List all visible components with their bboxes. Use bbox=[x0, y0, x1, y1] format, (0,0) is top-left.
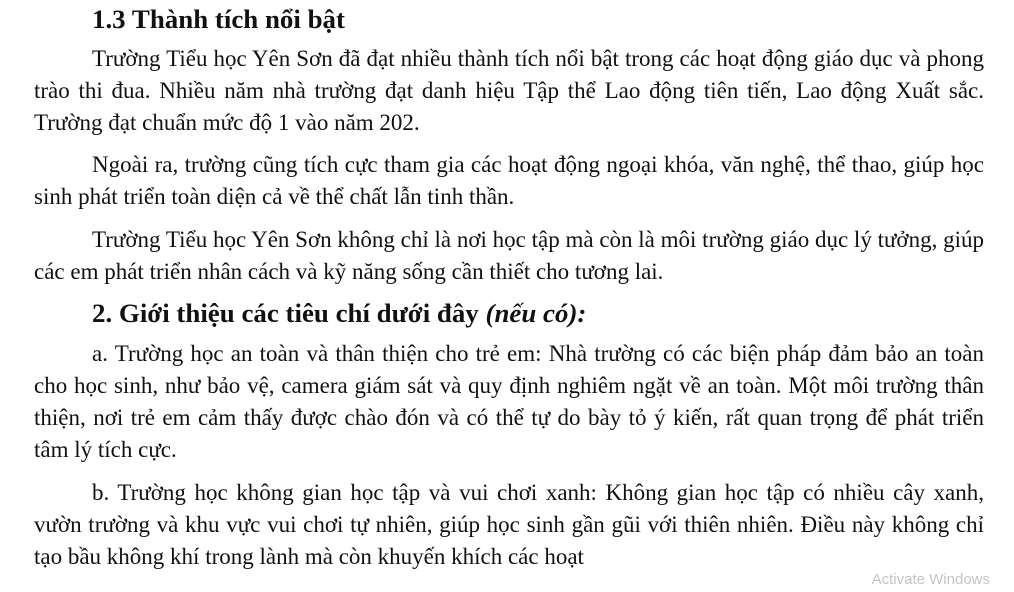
criteria-heading-text: 2. Giới thiệu các tiêu chí dưới đây bbox=[92, 298, 479, 328]
paragraph-criterion-b: b. Trường học không gian học tập và vui chơi xanh: Không gian học tập có nhiều cây xanh, vườn trường và khu vực vui chơi tự nhiên, giúp học sinh gần gũi với thiên nhiên. Điều này không chỉ tạo bầu không khí trong lành mà còn khuyến khích các hoạt bbox=[34, 480, 984, 569]
section-heading-achievements: 1.3 Thành tích nổi bật bbox=[92, 4, 345, 34]
section-heading-criteria bbox=[92, 297, 586, 329]
paragraph-ideal-environment: Trường Tiểu học Yên Sơn không chỉ là nơi học tập mà còn là môi trường giáo dục lý tưởng, giúp các em phát triển nhân cách và kỹ năng sống cần thiết cho tương lai. bbox=[34, 227, 984, 284]
paragraph-extracurricular: Ngoài ra, trường cũng tích cực tham gia các hoạt động ngoại khóa, văn nghệ, thể thao, giúp học sinh phát triển toàn diện cả về thể chất lẫn tinh thần. bbox=[34, 152, 984, 209]
paragraph-criterion-a: a. Trường học an toàn và thân thiện cho trẻ em: Nhà trường có các biện pháp đảm bảo an toàn cho học sinh, như bảo vệ, camera giám sát và quy định nghiêm ngặt về an toàn. Một môi trường thân thiện, nơi trẻ em cảm thấy được chào đón và có thể tự do bày tỏ ý kiến, rất quan trọng để phát triển tâm lý tích cực. bbox=[34, 341, 984, 462]
paragraph-achievements: Trường Tiểu học Yên Sơn đã đạt nhiều thành tích nổi bật trong các hoạt động giáo dục và phong trào thi đua. Nhiều năm nhà trường đạt danh hiệu Tập thể Lao động tiên tiến, Lao động Xuất sắc. Trường đạt chuẩn mức độ 1 vào năm 202. bbox=[34, 46, 984, 135]
criteria-heading-note: (nếu có): bbox=[485, 298, 587, 328]
activate-windows-watermark: Activate Windows bbox=[871, 571, 990, 588]
